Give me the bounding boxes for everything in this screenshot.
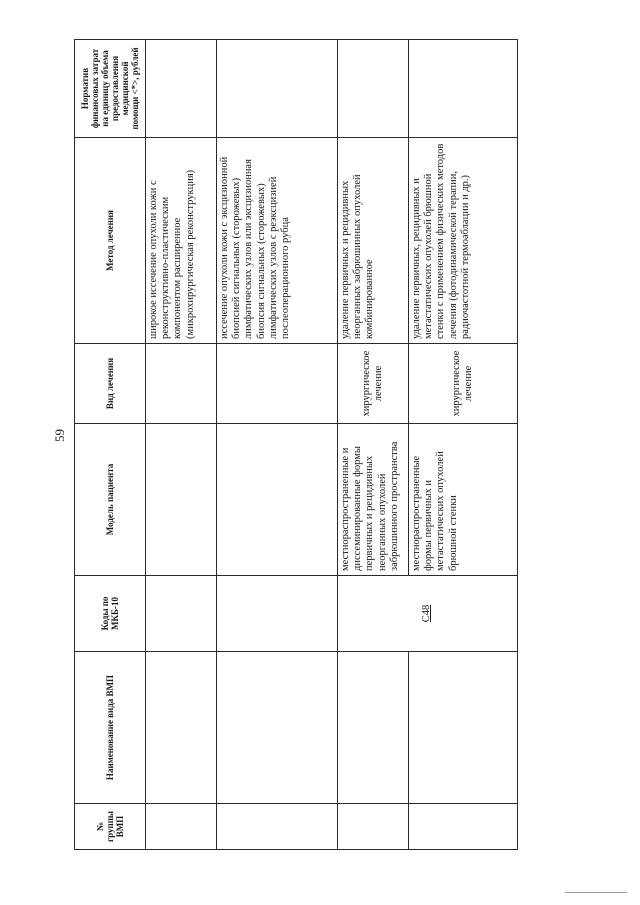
header-treatment-type: Вид лечения	[75, 344, 146, 424]
cell-mkb-code	[217, 576, 338, 652]
page-number: 59	[52, 429, 67, 442]
cell-vmp-name	[146, 652, 217, 804]
table-row	[217, 40, 338, 850]
cell-patient-model: местнораспространенные формы первичных и метастатических опухолей брюшной стенки	[409, 424, 518, 576]
cell-mkb-code	[338, 576, 518, 652]
cell-treatment-type	[146, 344, 217, 424]
cell-treatment-method: удаление первичных, рецидивных и метастатических опухолей брюшной стенки с применением физических методов лечения (фотодинамической терапии, радиочастотной термоаблации и др.)	[409, 138, 518, 344]
cell-mkb-code	[146, 576, 217, 652]
cell-treatment-type: хирургическое лечение	[409, 344, 518, 424]
cell-vmp-name	[217, 652, 338, 804]
cell-treatment-method: иссечение опухоли кожи с эксцизионной биопсией сигнальных (сторожевых) лимфатических узлов или эксцизионная биопсия сигнальных (сторожевых) лимфатических узлов с реэксцизией послеоперационного рубца	[217, 138, 338, 344]
cell-group-no	[338, 804, 409, 850]
cell-cost-norm	[146, 40, 217, 138]
cell-patient-model	[146, 424, 217, 576]
cell-patient-model: местнораспространенные и диссеминированные формы первичных и рецидивных неорганных опухолей забрюшинного пространства	[338, 424, 409, 576]
cell-cost-norm	[217, 40, 338, 138]
cell-treatment-method: удаление первичных и рецидивных неорганных забрюшинных опухолей комбинированное	[338, 138, 409, 344]
cell-vmp-name	[338, 652, 409, 804]
header-vmp-name: Наименование вида ВМП	[75, 652, 146, 804]
cell-treatment-method: широкое иссечение опухоли кожи с реконструктивно-пластическим компонентом расширенное (микрохирургическая реконструкция)	[146, 138, 217, 344]
table-row	[146, 40, 217, 850]
cell-patient-model	[217, 424, 338, 576]
header-cost-norm: Норматив финансовых затрат на единицу объема предоставления медицинской помощи <*>, рублей	[75, 40, 146, 138]
cell-group-no	[217, 804, 338, 850]
cell-cost-norm	[338, 40, 409, 138]
cell-group-no	[409, 804, 518, 850]
cell-group-no	[146, 804, 217, 850]
cell-vmp-name	[409, 652, 518, 804]
cell-treatment-type: хирургическое лечение	[338, 344, 409, 424]
rotated-table-wrapper	[74, 40, 500, 850]
table-row	[409, 40, 518, 850]
cell-cost-norm	[409, 40, 518, 138]
cell-treatment-type	[217, 344, 338, 424]
footer-divider	[565, 892, 627, 893]
table-header-row	[75, 40, 146, 850]
mkb-code-link[interactable]: C48	[421, 604, 433, 623]
vmp-table	[74, 39, 518, 850]
header-treatment-method: Метод лечения	[75, 138, 146, 344]
header-mkb-codes: Коды по МКБ-10	[75, 576, 146, 652]
header-group-no: № группы ВМП	[75, 804, 146, 850]
header-patient-model: Модель пациента	[75, 424, 146, 576]
table-row	[338, 40, 409, 850]
